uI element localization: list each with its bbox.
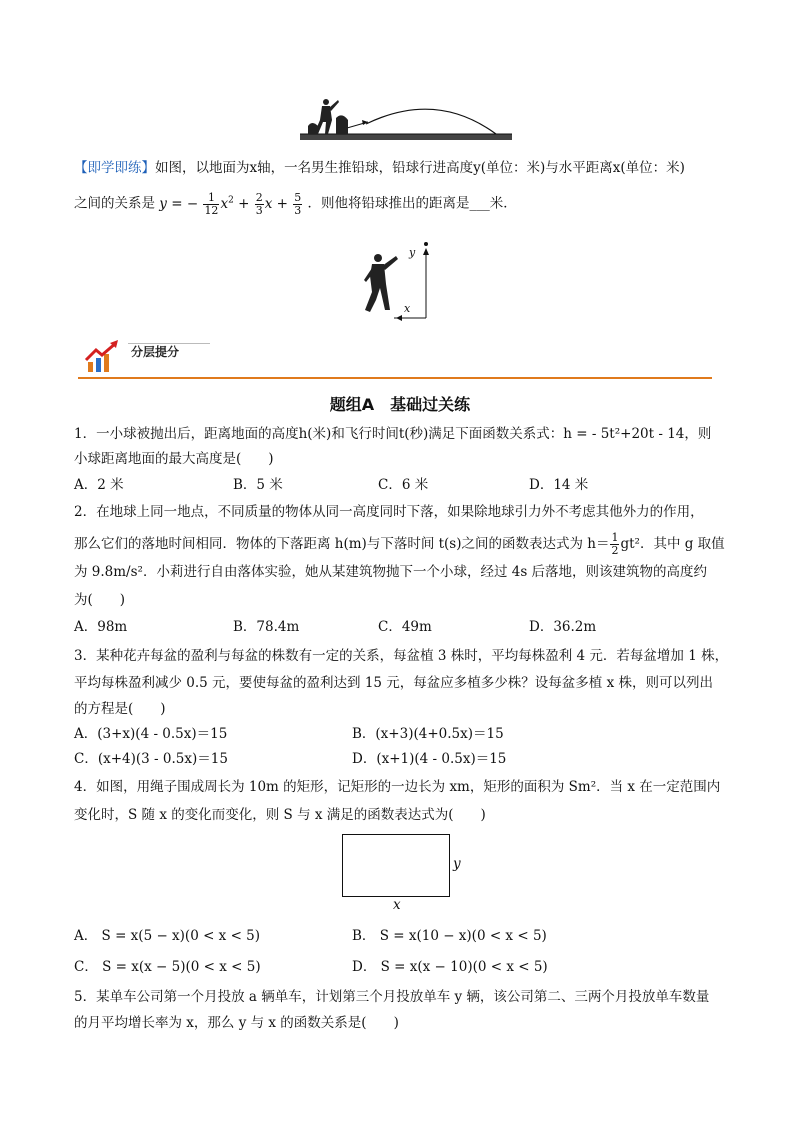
eq-frac-1-den: 12 xyxy=(204,203,219,217)
q2-line-2-pre: 那么它们的落地时间相同．物体的下落距离 h(m)与下落时间 t(s)之间的函数表达式为 h＝ xyxy=(74,536,610,552)
q3-option-a[interactable]: A．(3+x)(4 - 0.5x)＝15 xyxy=(74,726,228,742)
chart-up-icon xyxy=(84,340,124,374)
q1-option-b[interactable]: B．5 米 xyxy=(233,477,283,493)
section-label-underline xyxy=(128,343,210,344)
eq-x2: x xyxy=(220,195,229,212)
eq-plus: + xyxy=(238,195,250,212)
eq-x: x + xyxy=(264,195,288,212)
eq-frac-2-den: 3 xyxy=(255,203,263,217)
q4-option-a[interactable]: A． S = x(5 − x)(0 < x < 5) xyxy=(74,928,261,944)
q4-rectangle xyxy=(342,834,450,897)
intro-tag: 【即学即练】 xyxy=(74,160,155,176)
q4-line-1: 4．如图，用绳子围成周长为 10m 的矩形，记矩形的一边长为 xm，矩形的面积为 Sm²．当 x 在一定范围内 xyxy=(74,779,721,795)
q4-option-d[interactable]: D． S = x(x − 10)(0 < x < 5) xyxy=(352,959,548,975)
group-title: 题组A 基础过关练 xyxy=(329,395,471,414)
q4-option-c[interactable]: C． S = x(x − 5)(0 < x < 5) xyxy=(74,959,261,975)
figure-y-label: y xyxy=(409,246,416,259)
thrower-axes-figure xyxy=(356,240,446,322)
section-divider xyxy=(78,377,712,379)
q4-option-b[interactable]: B． S = x(10 − x)(0 < x < 5) xyxy=(352,928,547,944)
q1-line-2: 小球距离地面的最大高度是( ) xyxy=(74,451,274,467)
figure-x-label: x xyxy=(404,302,411,315)
q2-frac xyxy=(610,532,619,557)
intro-text-2-pre: 之间的关系是 xyxy=(74,195,155,212)
q3-line-2: 平均每株盈利减少 0.5 元，要使每盆的盈利达到 15 元，每盆应多植多少株？设每盆多植 x 株，则可以列出 xyxy=(74,675,714,691)
q2-line-2 xyxy=(74,532,725,557)
q3-option-b[interactable]: B．(x+3)(4+0.5x)＝15 xyxy=(352,726,504,742)
intro-text-1: 如图，以地面为x轴，一名男生推铅球，铅球行进高度y(单位：米)与水平距离x(单位：米) xyxy=(155,160,685,176)
q5-line-2: 的月平均增长率为 x，那么 y 与 x 的函数关系是( ) xyxy=(74,1015,399,1031)
eq-frac-1-num: 1 xyxy=(203,192,219,205)
shot-put-arc-figure xyxy=(296,96,516,144)
eq-frac-3-num: 5 xyxy=(294,190,302,204)
q2-line-2-post: gt²．其中 g 取值 xyxy=(620,536,725,552)
eq-y: y = − xyxy=(159,195,199,212)
intro-equation xyxy=(159,190,307,217)
q2-frac-num: 1 xyxy=(611,531,619,544)
q2-option-d[interactable]: D．36.2m xyxy=(529,619,597,635)
section-label: 分层提分 xyxy=(131,345,180,359)
eq-frac-2 xyxy=(255,192,264,217)
q3-option-d[interactable]: D．(x+1)(4 - 0.5x)＝15 xyxy=(352,751,507,767)
q3-line-3: 的方程是( ) xyxy=(74,701,166,717)
eq-frac-1 xyxy=(203,192,219,217)
q3-option-c[interactable]: C．(x+4)(3 - 0.5x)＝15 xyxy=(74,751,228,767)
eq-frac-3 xyxy=(293,192,302,217)
q4-rect-x-label: x xyxy=(393,897,401,913)
q1-line-1: 1．一小球被抛出后，距离地面的高度h(米)和飞行时间t(秒)满足下面函数关系式：h = - 5t²+20t - 14，则 xyxy=(74,426,712,442)
q2-frac-den: 2 xyxy=(611,544,619,557)
intro-line-2 xyxy=(74,190,517,217)
q1-option-a[interactable]: A．2 米 xyxy=(74,477,124,493)
q5-line-1: 5．某单车公司第一个月投放 a 辆单车，计划第三个月投放单车 y 辆，该公司第二、三两个月投放单车数量 xyxy=(74,989,710,1005)
eq-frac-3-den: 3 xyxy=(294,203,302,217)
intro-line-1 xyxy=(74,158,685,178)
q4-line-2: 变化时，S 随 x 的变化而变化，则 S 与 x 满足的函数表达式为( ) xyxy=(74,807,486,823)
q3-line-1: 3．某种花卉每盆的盈利与每盆的株数有一定的关系，每盆植 3 株时，平均每株盈利 4 元．若每盆增加 1 株， xyxy=(74,648,729,664)
q2-line-3: 为 9.8m/s²．小莉进行自由落体实验，她从某建筑物抛下一个小球，经过 4s 后落地，则该建筑物的高度约 xyxy=(74,564,708,580)
q1-option-d[interactable]: D．14 米 xyxy=(529,477,589,493)
q4-rect-y-label: y xyxy=(453,856,461,872)
q2-option-b[interactable]: B．78.4m xyxy=(233,619,300,635)
q1-option-c[interactable]: C．6 米 xyxy=(378,477,429,493)
q2-line-1: 2．在地球上同一地点，不同质量的物体从同一高度同时下落，如果除地球引力外不考虑其他外力的作用， xyxy=(74,504,704,520)
intro-text-2-post: ．则他将铅球推出的距离是___米． xyxy=(307,195,517,212)
eq-frac-2-num: 2 xyxy=(255,190,263,204)
eq-sup: 2 xyxy=(228,195,234,205)
q2-option-a[interactable]: A．98m xyxy=(74,619,128,635)
q2-option-c[interactable]: C．49m xyxy=(378,619,432,635)
q2-line-4: 为( ) xyxy=(74,592,126,608)
